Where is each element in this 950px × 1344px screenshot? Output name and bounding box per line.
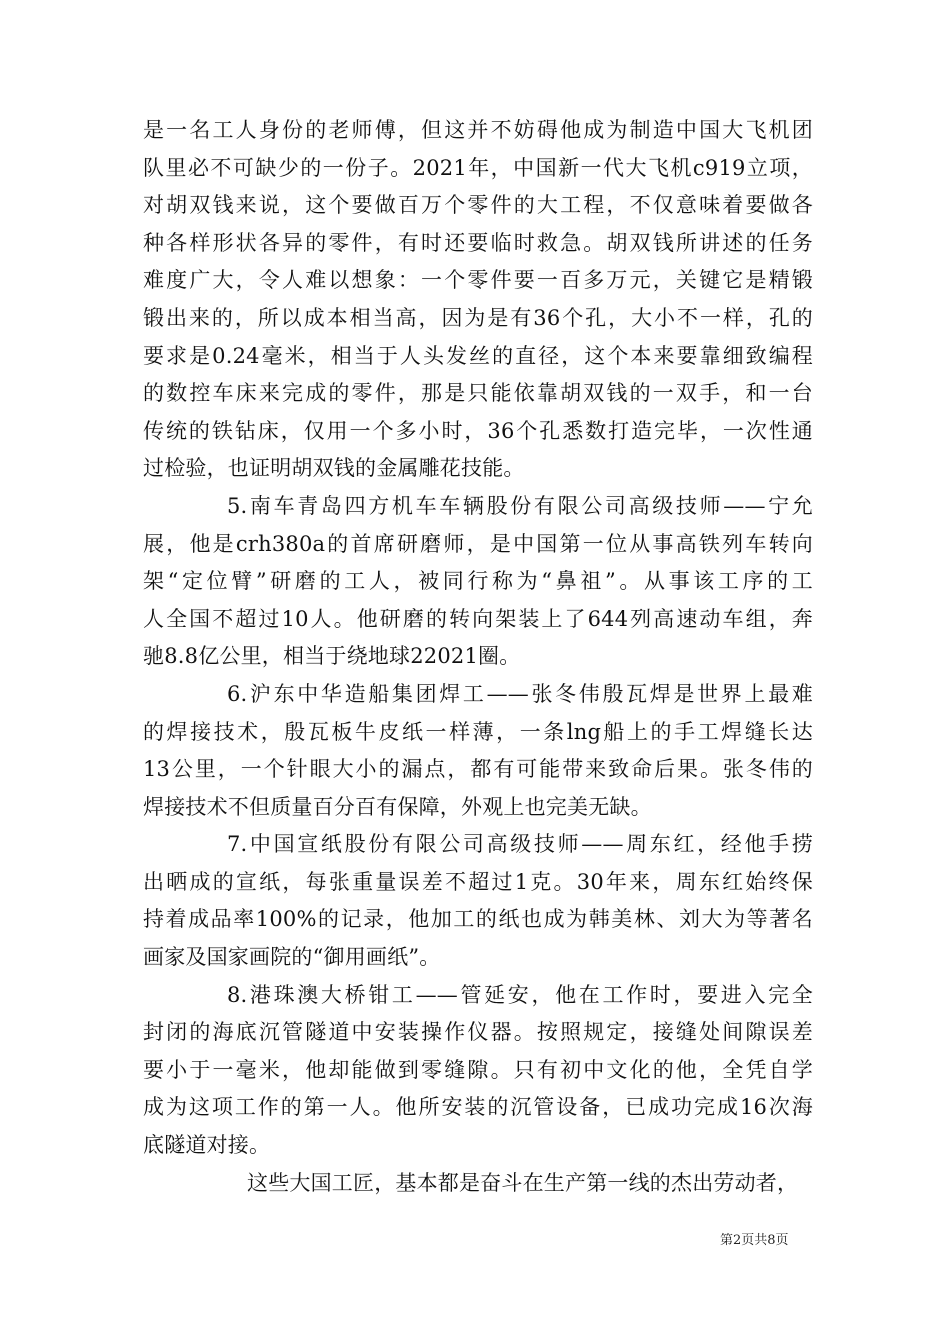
paragraph-8-start: 8.港珠澳大桥钳工——管延安，他在工作时，要进入完全 xyxy=(227,982,813,1007)
body-text xyxy=(143,112,813,1202)
text-line: 传统的铁钻床，仅用一个多小时，36个孔悉数打造完毕，一次性通 xyxy=(143,418,813,443)
paragraph-7-start: 7.中国宣纸股份有限公司高级技师——周东红，经他手捞 xyxy=(227,832,813,857)
text-line: 焊接技术不但质量百分百有保障，外观上也完美无缺。 xyxy=(143,794,652,819)
text-line: 封闭的海底沉管隧道中安装操作仪器。按照规定，接缝处间隙误差 xyxy=(143,1020,813,1045)
text-line: 展，他是crh380a的首席研磨师，是中国第一位从事高铁列车转向 xyxy=(143,531,813,556)
text-line: 持着成品率100%的记录，他加工的纸也成为韩美林、刘大为等著名 xyxy=(143,907,813,932)
text-line: 驰8.8亿公里，相当于绕地球22021圈。 xyxy=(143,644,521,669)
text-line: 队里必不可缺少的一份子。2021年，中国新一代大飞机c919立项， xyxy=(143,155,813,180)
text-line: 过检验，也证明胡双钱的金属雕花技能。 xyxy=(143,456,525,481)
text-line: 成为这项工作的第一人。他所安装的沉管设备，已成功完成16次海 xyxy=(143,1095,813,1120)
text-line: 种各样形状各异的零件，有时还要临时救急。胡双钱所讲述的任务 xyxy=(143,230,813,255)
text-line: 画家及国家画院的“御用画纸”。 xyxy=(143,945,441,970)
text-line: 人全国不超过10人。他研磨的转向架装上了644列高速动车组，奔 xyxy=(143,606,813,631)
text-line: 底隧道对接。 xyxy=(143,1133,271,1158)
text-line: 的数控车床来完成的零件，那是只能依靠胡双钱的一双手，和一台 xyxy=(143,381,813,406)
text-line: 锻出来的，所以成本相当高，因为是有36个孔，大小不一样，孔的 xyxy=(143,305,813,330)
text-line: 对胡双钱来说，这个要做百万个零件的大工程，不仅意味着要做各 xyxy=(143,193,813,218)
text-line: 13公里，一个针眼大小的漏点，都有可能带来致命后果。张冬伟的 xyxy=(143,757,813,782)
page-number-footer: 第2页共8页 xyxy=(720,1233,789,1248)
text-line: 是一名工人身份的老师傅，但这并不妨碍他成为制造中国大飞机团 xyxy=(143,118,813,142)
paragraph-6-start: 6.沪东中华造船集团焊工——张冬伟殷瓦焊是世界上最难 xyxy=(227,681,813,706)
text-line: 难度广大，令人难以想象：一个零件要一百多万元，关键它是精锻 xyxy=(143,268,813,293)
text-line: 的焊接技术，殷瓦板牛皮纸一样薄，一条lng船上的手工焊缝长达 xyxy=(143,719,813,744)
text-line: 架“定位臂”研磨的工人，被同行称为“鼻祖”。从事该工序的工 xyxy=(143,569,813,594)
paragraph-5-start: 5.南车青岛四方机车车辆股份有限公司高级技师——宁允 xyxy=(227,493,813,518)
text-line: 要求是0.24毫米，相当于人头发丝的直径，这个本来要靠细致编程 xyxy=(143,343,813,368)
text-line: 出晒成的宣纸，每张重量误差不超过1克。30年来，周东红始终保 xyxy=(143,869,813,894)
paragraph-conclusion-start: 这些大国工匠，基本都是奋斗在生产第一线的杰出劳动者， xyxy=(247,1170,799,1195)
text-line: 要小于一毫米，他却能做到零缝隙。只有初中文化的他，全凭自学 xyxy=(143,1057,813,1082)
